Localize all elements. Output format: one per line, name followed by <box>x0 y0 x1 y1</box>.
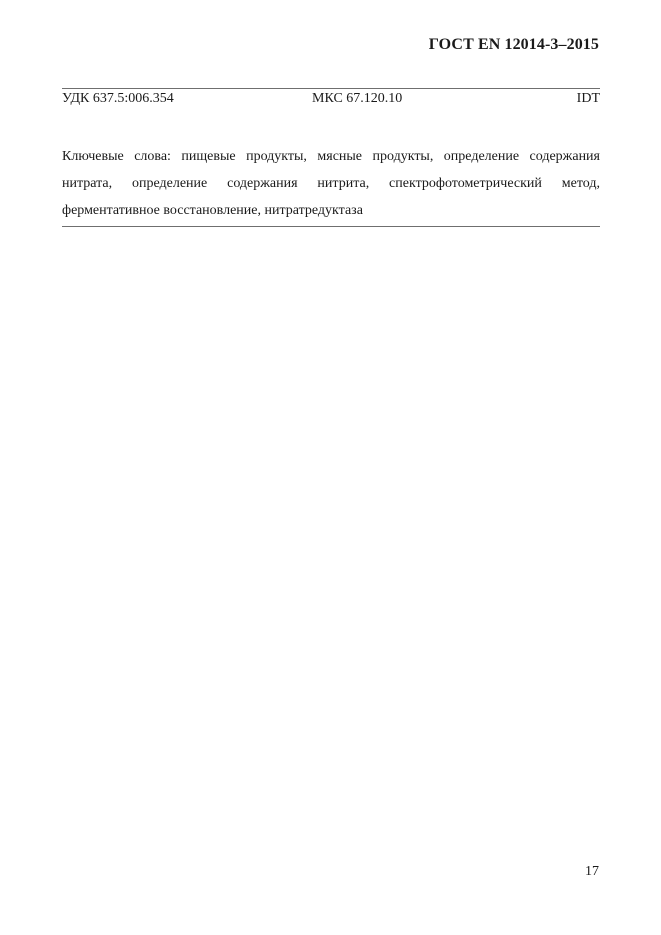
equivalence-degree: IDT <box>576 91 600 106</box>
bottom-divider <box>62 226 600 227</box>
udc-code: УДК 637.5:006.354 <box>62 91 174 106</box>
mks-code: МКС 67.120.10 <box>312 91 403 106</box>
keywords-paragraph: Ключевые слова: пищевые продукты, мясные продукты, определение содержания нитрата, определение содержания нитрита, спектрофотометрический метод, ферментативное восстановление, нитратредуктаза <box>62 149 600 218</box>
document-code-header: ГОСТ EN 12014-3–2015 <box>428 36 599 53</box>
page-number: 17 <box>585 864 599 879</box>
top-divider <box>62 88 600 89</box>
classification-row <box>62 91 600 111</box>
